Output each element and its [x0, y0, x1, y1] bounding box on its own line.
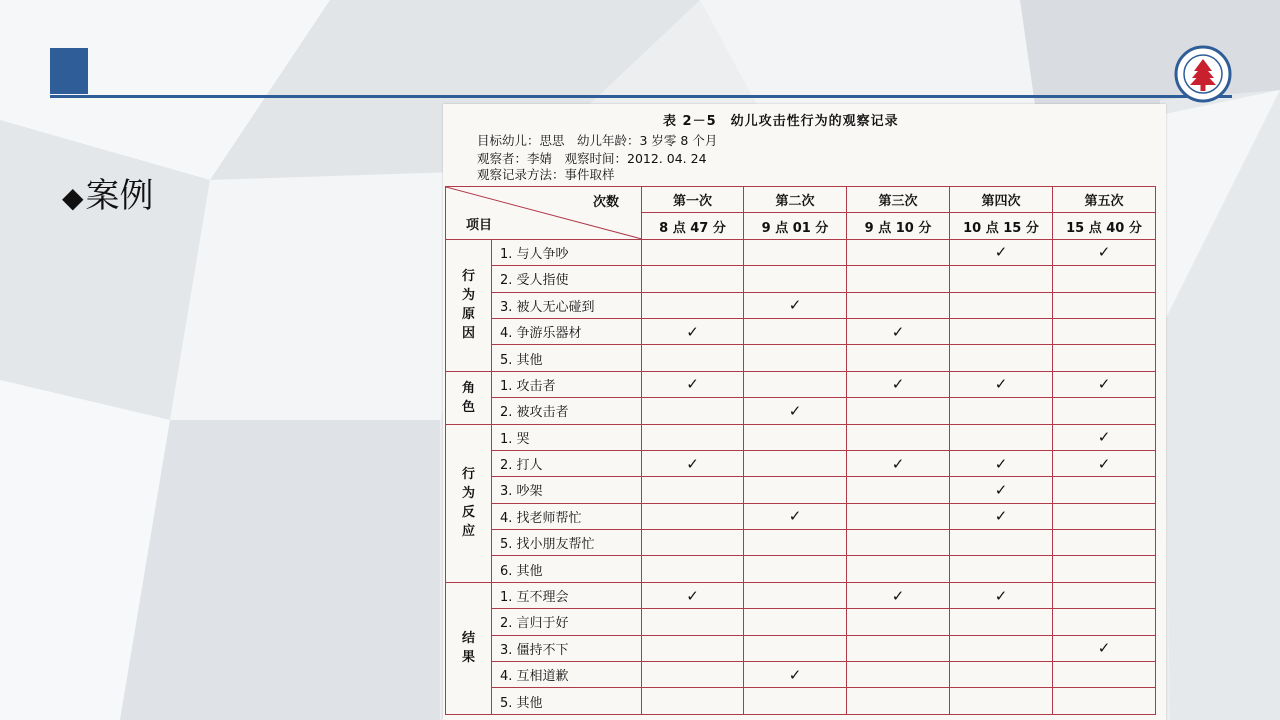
- item-label: 3. 僵持不下: [492, 635, 642, 661]
- check-mark-cell: ✓: [847, 582, 950, 608]
- empty-cell: [1053, 345, 1156, 371]
- empty-cell: [950, 424, 1053, 450]
- table-row: [446, 239, 1156, 265]
- item-label: 2. 言归于好: [492, 609, 642, 635]
- meta-target-child: 目标幼儿：思思 幼儿年龄：3 岁零 8 个月: [477, 133, 718, 148]
- column-time: 9 点 01 分: [744, 213, 847, 239]
- check-mark-cell: ✓: [744, 503, 847, 529]
- observation-record-image: [443, 104, 1166, 720]
- empty-cell: [744, 582, 847, 608]
- check-mark-cell: ✓: [1053, 450, 1156, 476]
- check-mark-cell: ✓: [950, 239, 1053, 265]
- empty-cell: [744, 424, 847, 450]
- empty-cell: [642, 530, 744, 556]
- empty-cell: [847, 688, 950, 714]
- check-mark-cell: ✓: [744, 292, 847, 318]
- empty-cell: [744, 266, 847, 292]
- empty-cell: [642, 635, 744, 661]
- empty-cell: [1053, 556, 1156, 582]
- empty-cell: [847, 266, 950, 292]
- empty-cell: [744, 477, 847, 503]
- check-mark-cell: ✓: [1053, 239, 1156, 265]
- empty-cell: [744, 609, 847, 635]
- empty-cell: [642, 503, 744, 529]
- empty-cell: [1053, 662, 1156, 688]
- corner-header-cell: [446, 187, 642, 240]
- table-row: [446, 609, 1156, 635]
- empty-cell: [847, 503, 950, 529]
- check-mark-cell: ✓: [744, 398, 847, 424]
- empty-cell: [950, 530, 1053, 556]
- item-label: 1. 哭: [492, 424, 642, 450]
- column-header: 第二次: [744, 187, 847, 213]
- empty-cell: [950, 662, 1053, 688]
- empty-cell: [1053, 582, 1156, 608]
- table-row: [446, 371, 1156, 397]
- table-row: [446, 345, 1156, 371]
- table-row: [446, 556, 1156, 582]
- item-label: 5. 其他: [492, 688, 642, 714]
- empty-cell: [950, 609, 1053, 635]
- slide-title: [62, 168, 154, 217]
- empty-cell: [950, 266, 1053, 292]
- check-mark-cell: ✓: [950, 450, 1053, 476]
- empty-cell: [642, 266, 744, 292]
- empty-cell: [642, 239, 744, 265]
- column-header: 第四次: [950, 187, 1053, 213]
- empty-cell: [744, 239, 847, 265]
- item-label: 1. 攻击者: [492, 371, 642, 397]
- empty-cell: [847, 477, 950, 503]
- empty-cell: [642, 556, 744, 582]
- table-row: [446, 688, 1156, 714]
- check-mark-cell: ✓: [950, 477, 1053, 503]
- empty-cell: [1053, 266, 1156, 292]
- empty-cell: [1053, 688, 1156, 714]
- empty-cell: [642, 345, 744, 371]
- check-mark-cell: ✓: [642, 582, 744, 608]
- empty-cell: [950, 635, 1053, 661]
- table-row: [446, 582, 1156, 608]
- check-mark-cell: ✓: [642, 450, 744, 476]
- check-mark-cell: ✓: [950, 582, 1053, 608]
- meta-method: 观察记录方法：事件取样: [477, 167, 615, 182]
- empty-cell: [847, 345, 950, 371]
- header-rule: [50, 95, 1232, 98]
- empty-cell: [642, 398, 744, 424]
- table-caption: 表 2－5 幼儿攻击性行为的观察记录: [663, 114, 899, 129]
- slide-title-text: 案例: [85, 176, 154, 216]
- empty-cell: [847, 530, 950, 556]
- empty-cell: [744, 688, 847, 714]
- empty-cell: [847, 398, 950, 424]
- corner-item-label: 项目: [466, 217, 493, 233]
- item-label: 3. 吵架: [492, 477, 642, 503]
- diamond-bullet-icon: ◆: [62, 181, 84, 214]
- item-label: 2. 被攻击者: [492, 398, 642, 424]
- empty-cell: [642, 424, 744, 450]
- empty-cell: [642, 292, 744, 318]
- table-row: [446, 424, 1156, 450]
- empty-cell: [950, 688, 1053, 714]
- column-time: 10 点 15 分: [950, 213, 1053, 239]
- empty-cell: [744, 530, 847, 556]
- empty-cell: [950, 556, 1053, 582]
- item-label: 5. 其他: [492, 345, 642, 371]
- empty-cell: [1053, 530, 1156, 556]
- table-row: [446, 477, 1156, 503]
- empty-cell: [847, 239, 950, 265]
- empty-cell: [1053, 292, 1156, 318]
- empty-cell: [642, 609, 744, 635]
- empty-cell: [744, 371, 847, 397]
- empty-cell: [744, 635, 847, 661]
- group-label: 结 果: [446, 582, 492, 714]
- table-row: [446, 530, 1156, 556]
- table-row: [446, 398, 1156, 424]
- check-mark-cell: ✓: [744, 662, 847, 688]
- empty-cell: [1053, 398, 1156, 424]
- check-mark-cell: ✓: [1053, 371, 1156, 397]
- empty-cell: [847, 556, 950, 582]
- table-row: [446, 503, 1156, 529]
- observation-table: [445, 186, 1156, 715]
- table-row: [446, 292, 1156, 318]
- table-row: [446, 635, 1156, 661]
- check-mark-cell: ✓: [642, 371, 744, 397]
- empty-cell: [847, 635, 950, 661]
- empty-cell: [950, 345, 1053, 371]
- empty-cell: [950, 318, 1053, 344]
- column-time: 8 点 47 分: [642, 213, 744, 239]
- group-label: 角 色: [446, 371, 492, 424]
- table-row: [446, 318, 1156, 344]
- university-logo-icon: [1174, 45, 1232, 103]
- item-label: 1. 互不理会: [492, 582, 642, 608]
- column-header: 第三次: [847, 187, 950, 213]
- empty-cell: [642, 477, 744, 503]
- empty-cell: [642, 688, 744, 714]
- check-mark-cell: ✓: [847, 371, 950, 397]
- empty-cell: [1053, 318, 1156, 344]
- empty-cell: [744, 450, 847, 476]
- item-label: 5. 找小朋友帮忙: [492, 530, 642, 556]
- header-accent-square: [50, 48, 88, 94]
- table-row: [446, 662, 1156, 688]
- column-header: 第一次: [642, 187, 744, 213]
- empty-cell: [847, 424, 950, 450]
- group-label: 行 为 反 应: [446, 424, 492, 582]
- check-mark-cell: ✓: [1053, 635, 1156, 661]
- item-label: 3. 被人无心碰到: [492, 292, 642, 318]
- empty-cell: [744, 556, 847, 582]
- table-row: [446, 266, 1156, 292]
- item-label: 4. 争游乐器材: [492, 318, 642, 344]
- check-mark-cell: ✓: [950, 371, 1053, 397]
- empty-cell: [642, 662, 744, 688]
- column-time: 9 点 10 分: [847, 213, 950, 239]
- empty-cell: [950, 292, 1053, 318]
- empty-cell: [950, 398, 1053, 424]
- check-mark-cell: ✓: [950, 503, 1053, 529]
- table-row: [446, 450, 1156, 476]
- item-label: 2. 打人: [492, 450, 642, 476]
- group-label: 行 为 原 因: [446, 239, 492, 371]
- corner-times-label: 次数: [592, 195, 619, 210]
- empty-cell: [744, 318, 847, 344]
- item-label: 4. 找老师帮忙: [492, 503, 642, 529]
- item-label: 4. 互相道歉: [492, 662, 642, 688]
- empty-cell: [1053, 477, 1156, 503]
- empty-cell: [1053, 609, 1156, 635]
- check-mark-cell: ✓: [847, 318, 950, 344]
- meta-observer: 观察者：李婧 观察时间：2012. 04. 24: [477, 151, 707, 166]
- empty-cell: [847, 609, 950, 635]
- item-label: 2. 受人指使: [492, 266, 642, 292]
- empty-cell: [744, 345, 847, 371]
- column-time: 15 点 40 分: [1053, 213, 1156, 239]
- empty-cell: [1053, 503, 1156, 529]
- empty-cell: [847, 662, 950, 688]
- column-header: 第五次: [1053, 187, 1156, 213]
- check-mark-cell: ✓: [642, 318, 744, 344]
- check-mark-cell: ✓: [1053, 424, 1156, 450]
- empty-cell: [847, 292, 950, 318]
- item-label: 1. 与人争吵: [492, 239, 642, 265]
- check-mark-cell: ✓: [847, 450, 950, 476]
- item-label: 6. 其他: [492, 556, 642, 582]
